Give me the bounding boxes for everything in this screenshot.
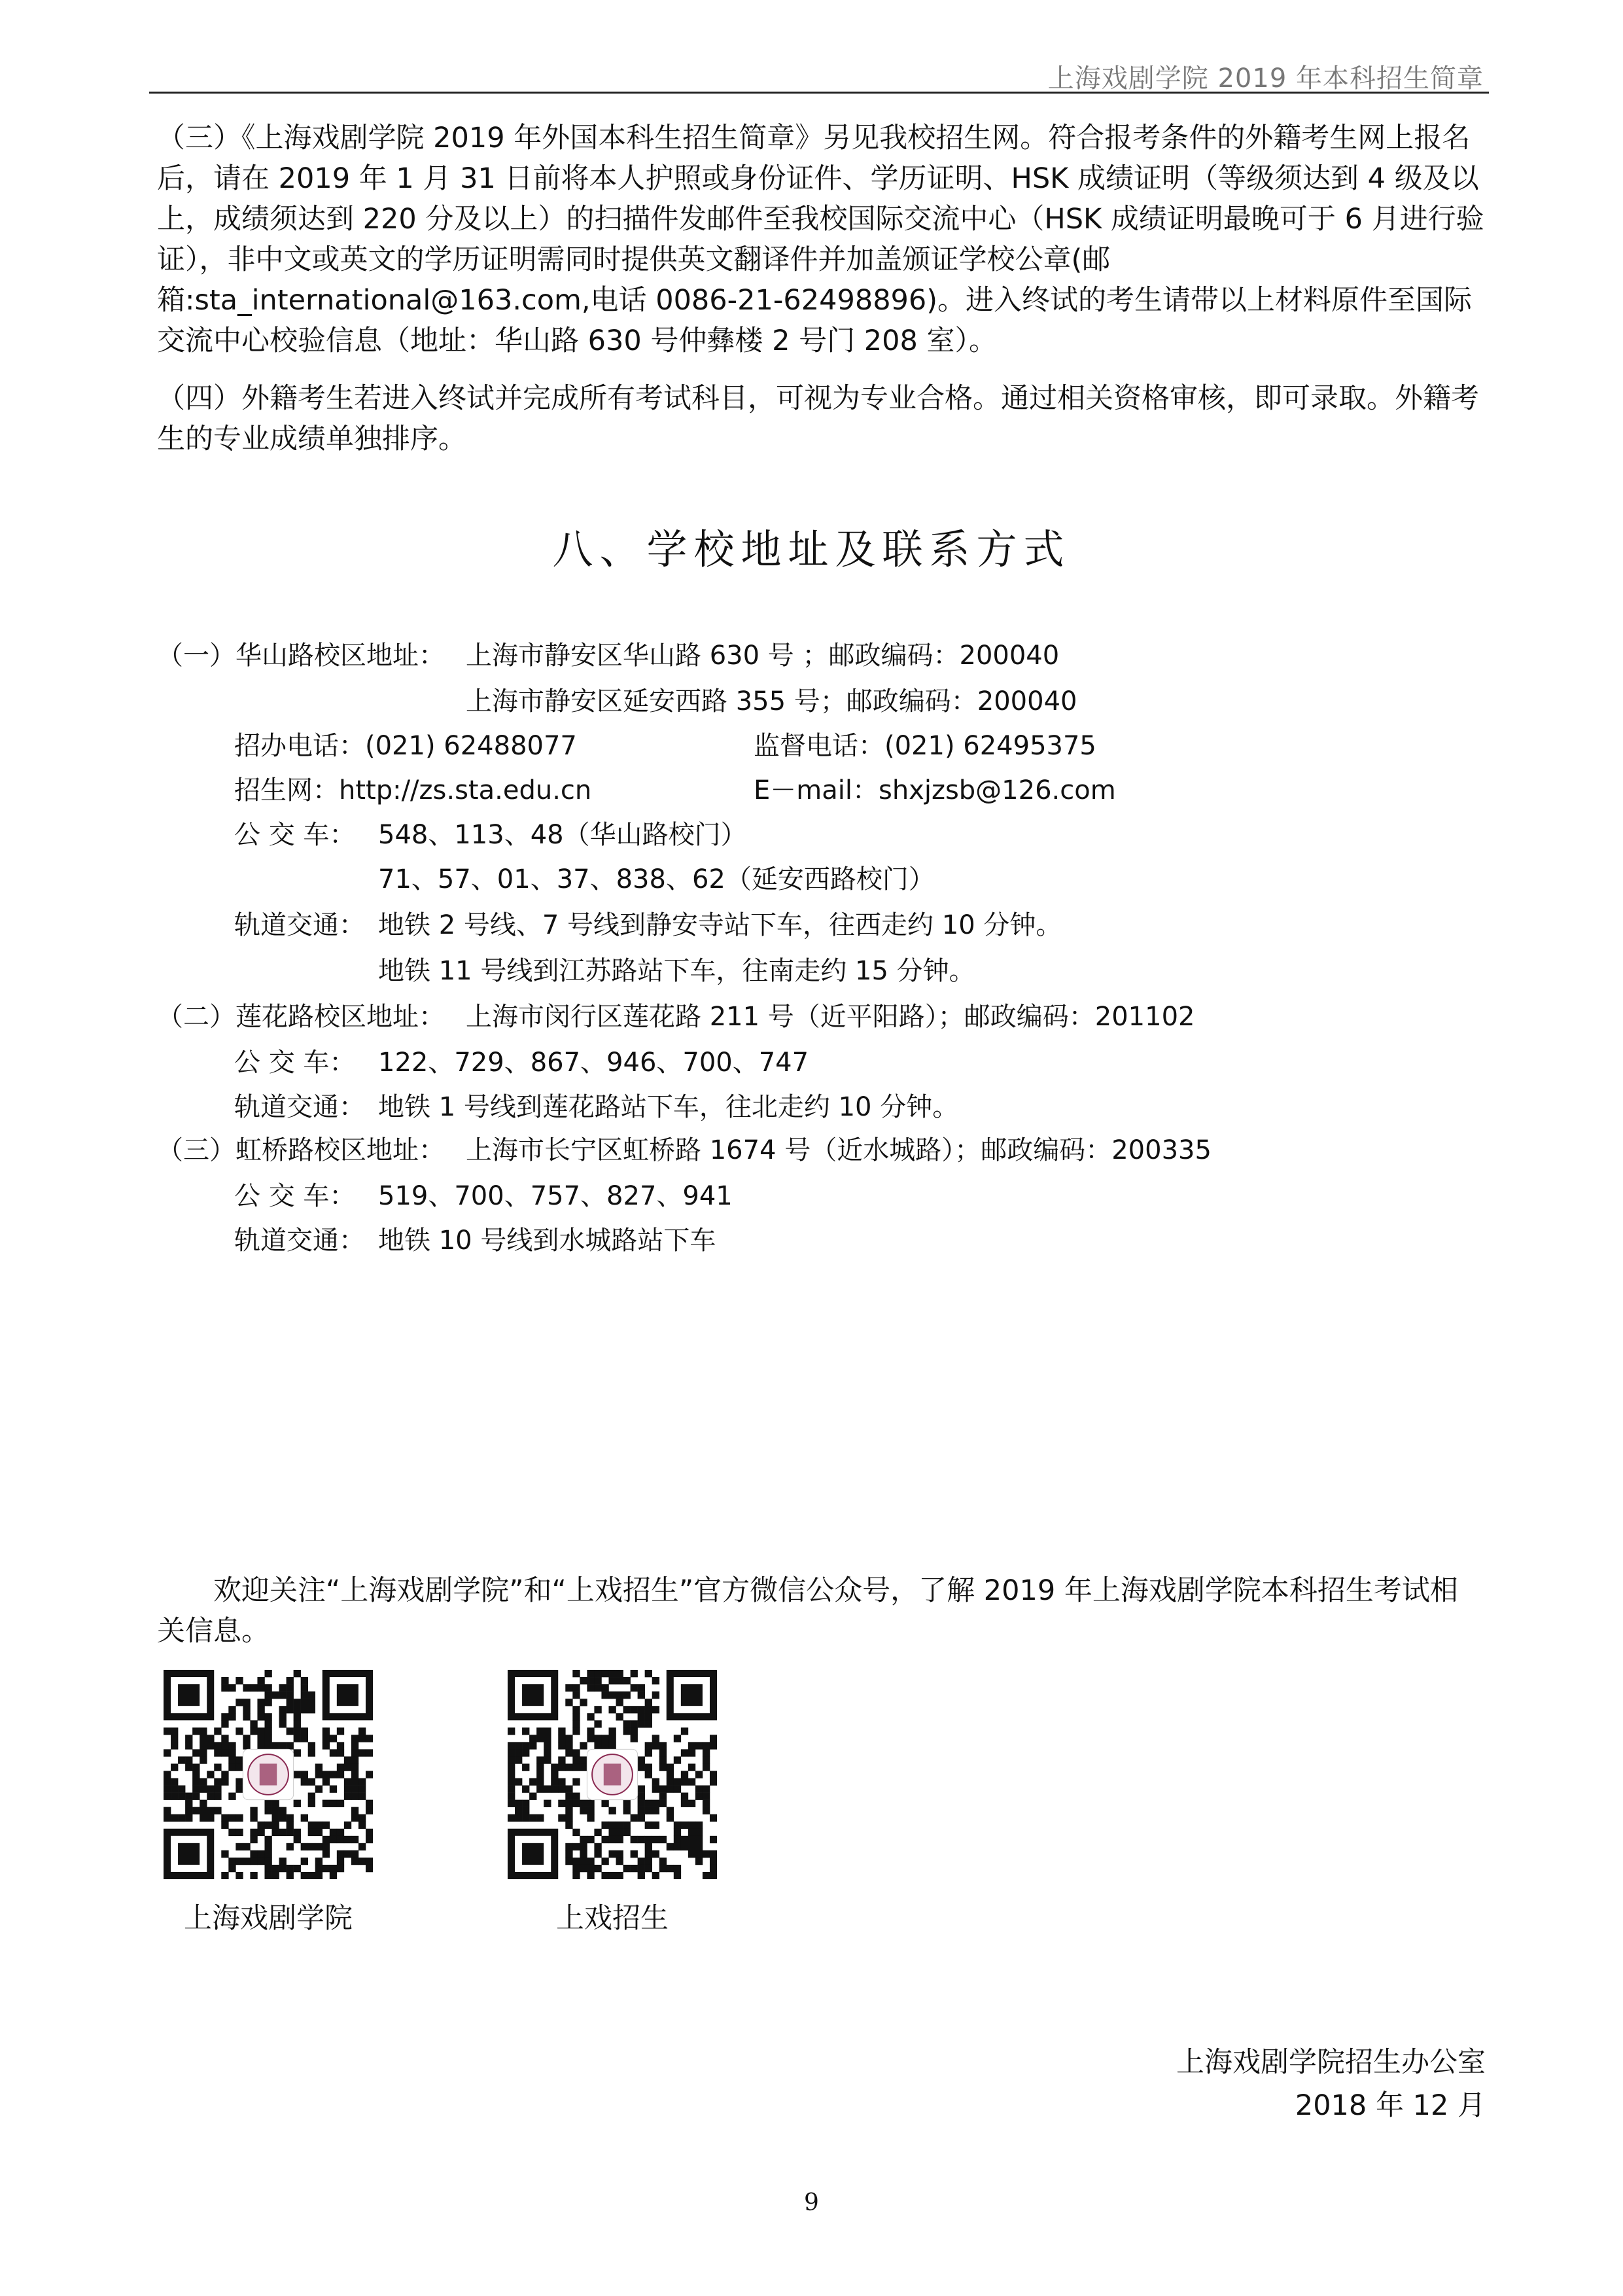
campus1-metro-1: 地铁 2 号线、7 号线到静安寺站下车，往西走约 10 分钟。 — [378, 910, 1062, 940]
campus1-metro-2: 地铁 11 号线到江苏路站下车，往南走约 15 分钟。 — [378, 956, 975, 986]
campus1-label: （一）华山路校区地址： — [157, 641, 445, 671]
page-header — [149, 58, 1489, 94]
campus3-metro: 地铁 10 号线到水城路站下车 — [378, 1226, 716, 1256]
admission-email[interactable]: E－mail：shxjzsb@126.com — [754, 775, 1116, 805]
campus2-bus-label: 公 交 车： — [234, 1048, 356, 1078]
paragraph-item-3: （三）《上海戏剧学院 2019 年外国本科生招生简章》另见我校招生网。符合报考条件的外籍考生网上报名后，请在 2019 年 1 月 31 日前将本人护照或身份证件、学历证明、HSK 成绩证明（等级须达到 4 级及以上，成绩须达到 220 分及以上）的扫描件发邮件至我校国际交流中心（HSK 成绩证明最晚可于 6 月进行验证），非中文或英文的学历证明需同时提供英文翻译件并加盖颁证学校公章(邮箱:sta_international@163.com,电话 0086-21-62498896)。进入终试的考生请带以上材料原件至国际交流中心校验信息（地址：华山路 630 号仲彝楼 2 号门 208 室）。 — [157, 122, 1484, 357]
campus2-bus: 122、729、867、946、700、747 — [378, 1048, 809, 1078]
campus2-metro-label: 轨道交通： — [234, 1092, 365, 1122]
campus2-label: （二）莲花路校区地址： — [157, 1002, 445, 1032]
admission-website[interactable]: 招生网：http://zs.sta.edu.cn — [234, 775, 592, 805]
campus3-address: 上海市长宁区虹桥路 1674 号（近水城路）；邮政编码：200335 — [466, 1135, 1212, 1165]
campus1-bus-1: 548、113、48（华山路校门） — [378, 820, 747, 850]
qr2-label: 上戏招生 — [556, 1902, 669, 1935]
qr-code-shangxi-admission[interactable] — [508, 1670, 717, 1879]
campus2-metro: 地铁 1 号线到莲花路站下车，往北走约 10 分钟。 — [378, 1092, 959, 1122]
page-number: 9 — [804, 2189, 819, 2216]
qr1-label: 上海戏剧学院 — [184, 1902, 353, 1935]
campus3-bus-label: 公 交 车： — [234, 1181, 356, 1211]
paragraph-item-4: （四）外籍考生若进入终试并完成所有考试科目，可视为专业合格。通过相关资格审核，即可录取。外籍考生的专业成绩单独排序。 — [157, 382, 1479, 455]
campus3-label: （三）虹桥路校区地址： — [157, 1135, 445, 1165]
campus1-address-1: 上海市静安区华山路 630 号 ；邮政编码：200040 — [466, 641, 1060, 671]
supervision-phone: 监督电话：(021) 62495375 — [754, 731, 1096, 761]
section-title: 八、学校地址及联系方式 — [552, 525, 1071, 573]
campus1-bus-label: 公 交 车： — [234, 820, 356, 850]
campus3-bus: 519、700、757、827、941 — [378, 1181, 733, 1211]
admission-phone: 招办电话：(021) 62488077 — [234, 731, 577, 761]
wechat-welcome-text: 欢迎关注“上海戏剧学院”和“上戏招生”官方微信公众号，了解 2019 年上海戏剧学院本科招生考试相关信息。 — [157, 1574, 1458, 1648]
header-text: 上海戏剧学院 2019 年本科招生简章 — [1047, 63, 1484, 94]
campus1-bus-2: 71、57、01、37、838、62（延安西路校门） — [378, 864, 935, 894]
signature-office: 上海戏剧学院招生办公室 — [1176, 2046, 1486, 2079]
qr-code-shanghai-theatre-academy[interactable] — [164, 1670, 373, 1879]
signature-date: 2018 年 12 月 — [1295, 2089, 1486, 2122]
campus1-metro-label: 轨道交通： — [234, 910, 365, 940]
campus1-address-2: 上海市静安区延安西路 355 号；邮政编码：200040 — [466, 686, 1077, 716]
campus3-metro-label: 轨道交通： — [234, 1226, 365, 1256]
campus2-address: 上海市闵行区莲花路 211 号（近平阳路）；邮政编码：201102 — [466, 1002, 1195, 1032]
